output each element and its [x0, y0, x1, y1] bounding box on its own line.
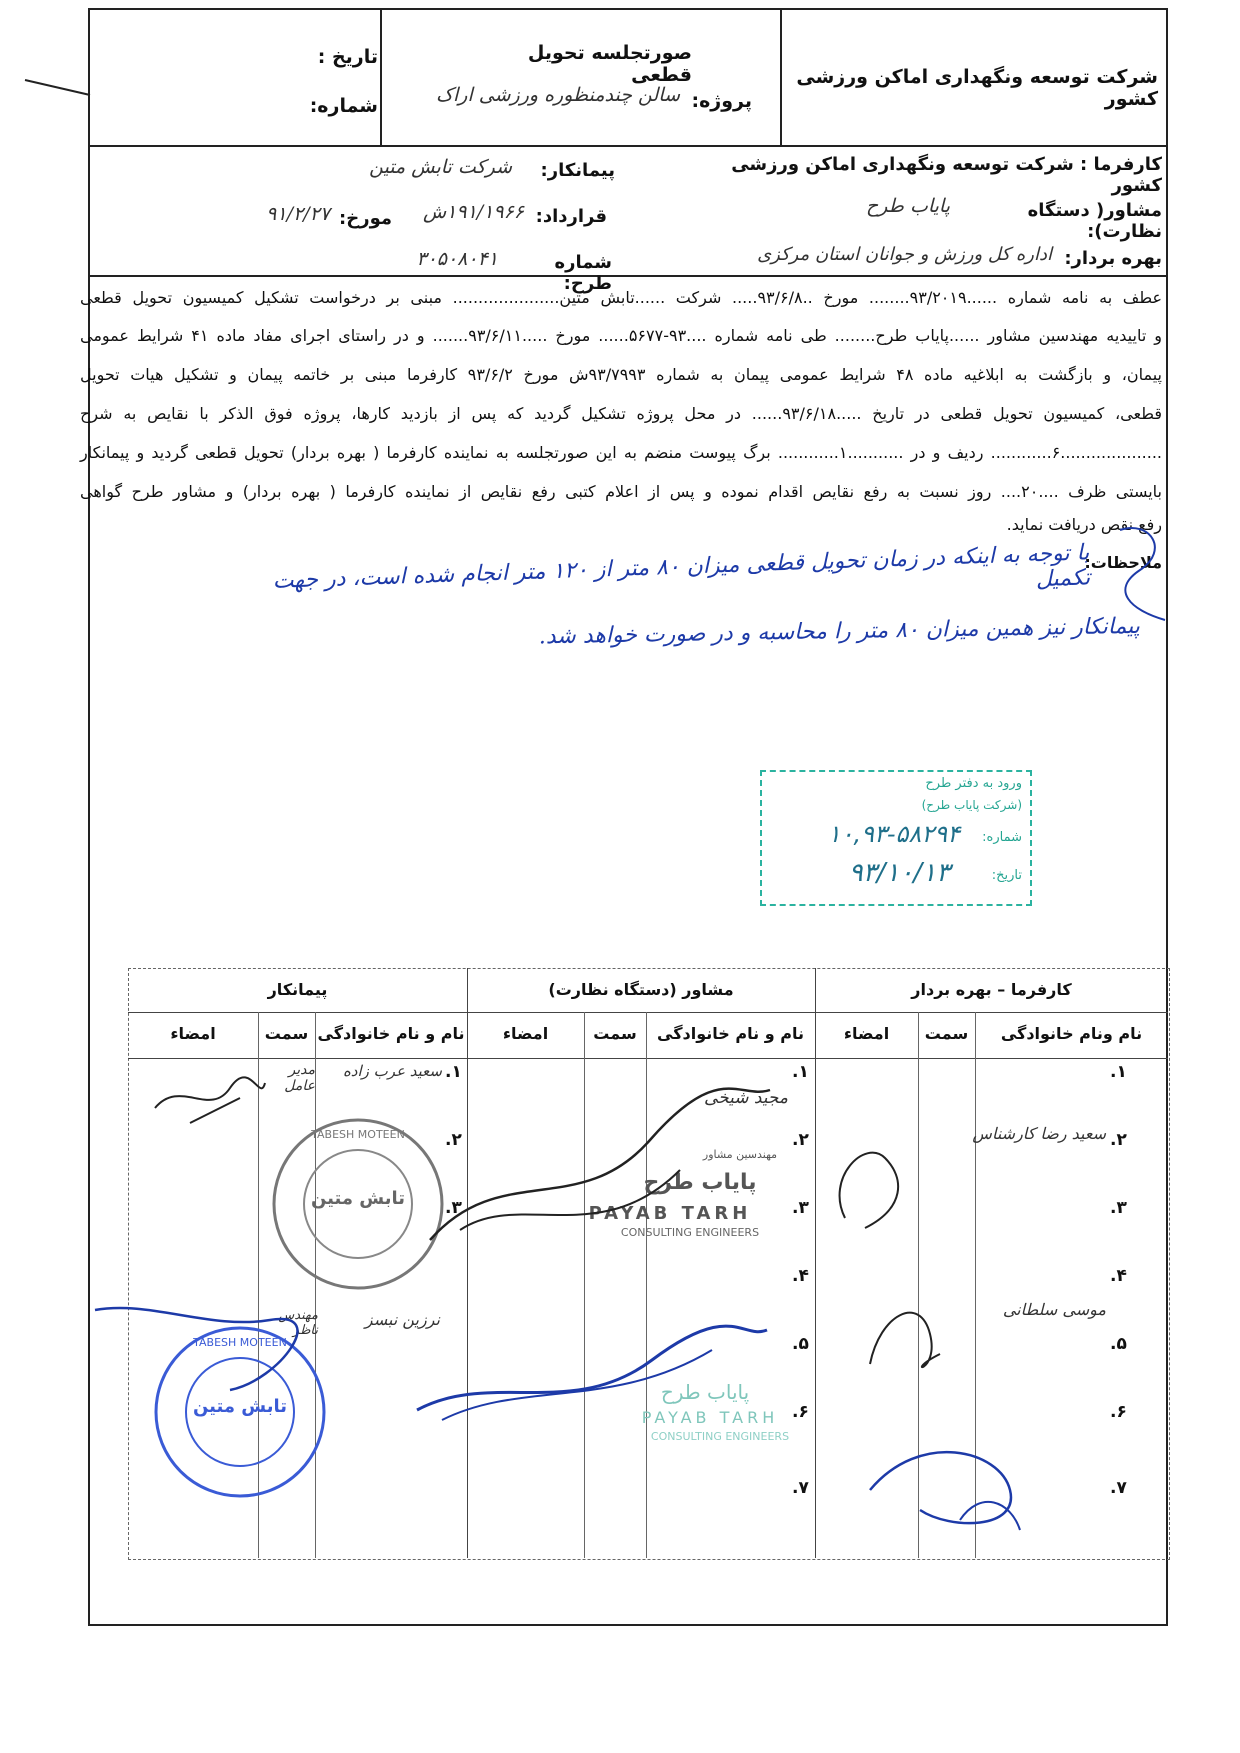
contract-date-value: ۹۱/۲/۲۷: [266, 203, 330, 225]
consultant-stamp-name-fa: پایاب طرح: [643, 1170, 757, 1195]
document-title: صورتجلسه تحویل قطعی: [527, 42, 692, 86]
consultant-row-number: ۱.: [792, 1062, 809, 1082]
consultant-row-number: ۷.: [792, 1478, 809, 1498]
project-label: پروژه:: [691, 90, 752, 112]
stamp-date-value: ۹۳/۱۰/۱۳: [848, 858, 950, 888]
contract-label: قرارداد:: [535, 206, 607, 227]
contract-date-label: مورخ:: [339, 208, 392, 229]
remarks-label: ملاحظات:: [1084, 553, 1162, 572]
col-head-sign-consultant: امضاء: [502, 1024, 549, 1043]
stamp-line-2: (شرکت پایاب طرح): [921, 798, 1022, 812]
consultant-row-number: ۳.: [792, 1198, 809, 1218]
stamp-number-value: ۱۰,۹۳-۵۸۲۹۴: [827, 820, 960, 848]
body-line-3: پیمان، و بازگشت به ابلاغیه ماده ۴۸ شرایط عمومی پیمان به شماره ۹۳/۷۹۹۳ش مورخ ۹۳/۶/۲ کارفرما مبنی بر خاتمه پیمان و تشکیل هیات تحویل: [80, 365, 1163, 384]
info-bottom-rule: [88, 275, 1168, 277]
contractor-seal-1-text: تابش متین: [310, 1188, 406, 1209]
col-head-sign-employer: امضاء: [843, 1024, 890, 1043]
employer-line: کارفرما : شرکت توسعه ونگهداری اماکن ورزشی کشور: [731, 154, 1162, 196]
contractor-signature-1: [150, 1068, 270, 1128]
col-head-name-contractor: نام و نام خانوادگی: [317, 1024, 465, 1043]
contractor-row-number: ۲.: [445, 1130, 462, 1150]
contractor-signature-2: [90, 1290, 290, 1400]
sig-colhead-rule: [128, 1058, 1168, 1059]
body-line-7: رفع نقص دریافت نماید.: [1006, 515, 1162, 534]
body-line-1: عطف به نامه شماره ......۹۳/۲۰۱۹........ مورخ ..۹۳/۶/۸..... شرکت ......تابش متین..................... مبنی بر درخواست تشکیل کمیسیون تحویل قطعی: [80, 288, 1163, 307]
remarks-handwriting-2: پیمانکار نیز همین میزان ۸۰ متر را محاسبه و در صورت خواهد شد.: [538, 613, 1141, 650]
contractor-seal-2-ring: TABESH MOTEEN: [193, 1336, 287, 1349]
project-value: سالن چندمنظوره ورزشی اراک: [436, 84, 680, 106]
contractor-extra-role: مهندس ناظر: [278, 1308, 318, 1338]
consultant-signature-1: [420, 1080, 780, 1260]
header-bottom-rule: [88, 145, 1168, 147]
contractor-seal-2-text: تابش متین: [192, 1396, 288, 1417]
employer-row-number: ۱.: [1110, 1062, 1127, 1082]
sig-group-consultant: مشاور (دستگاه نظارت): [548, 980, 734, 999]
contractor-seal-1-ring: TABESH MOTEEN: [311, 1128, 405, 1141]
remarks-margin-scribble: [1110, 520, 1180, 630]
body-line-2: و تاییدیه مهندسین مشاور ......پایاب طرح........ طی نامه شماره ....۹۳-۵۶۷۷...... مورخ .....۹۳/۶/۱۱....... و در راستای اجرای مفاد ماده ۴۱ شرایط عمومی: [80, 326, 1163, 345]
company-name: شرکت توسعه ونگهداری اماکن ورزشی کشور: [796, 66, 1158, 110]
date-label: تاریخ :: [317, 46, 378, 68]
stamp-line-1: ورود به دفتر طرح: [925, 776, 1022, 791]
employer-signature-2: [860, 1284, 950, 1374]
beneficiary-label: بهره بردار:: [1064, 248, 1162, 269]
consultant-stamp-name-en: PAYAB TARH: [588, 1203, 752, 1224]
consultant-name-1: مجید شیخی: [703, 1088, 788, 1108]
plan-number-value: ۳۰۵۰۸۰۴۱: [416, 248, 498, 270]
contractor-name-1: سعید عرب زاده: [342, 1062, 442, 1080]
body-line-6: بایستی ظرف ....۲۰.... روز نسبت به رفع نقایص اقدام نموده و پس از اعلام کتبی رفع نقایص از نماینده کارفرما ( بهره بردار) و مشاور طرح گواهی: [80, 482, 1162, 501]
consultant-label: مشاور( دستگاه نظارت):: [1027, 200, 1162, 242]
header-divider-left: [380, 8, 382, 145]
employer-row-number: ۷.: [1110, 1478, 1127, 1498]
employer-row-number: ۶.: [1110, 1402, 1127, 1422]
sig-group-employer: کارفرما – بهره بردار: [911, 980, 1072, 999]
beneficiary-value: اداره کل ورزش و جوانان استان مرکزی: [757, 244, 1052, 265]
sig-group-divider-2: [815, 968, 816, 1558]
employer-signature-3: [860, 1430, 1030, 1540]
employer-signature-1: [825, 1118, 915, 1238]
consultant-signature-2: [412, 1310, 772, 1430]
consultant-stamp-2-name-fa: پایاب طرح: [660, 1380, 750, 1404]
employer-name-2: سعید رضا کارشناس: [972, 1124, 1106, 1143]
contractor-row-number: ۳.: [445, 1198, 462, 1218]
stamp-date-label: تاریخ:: [991, 868, 1022, 883]
sig-group-contractor: پیمانکار: [267, 980, 328, 999]
body-line-5: ....................۶............ ردیف و در ...........۱............ برگ پیوست منضم به این صورتجلسه به نماینده کارفرما ( بهره بردار) تحویل قطعی گردید و پیمانکار: [80, 443, 1163, 462]
contractor-role-1: مدیر عامل: [284, 1062, 315, 1094]
employer-name-4: موسی سلطانی: [1002, 1300, 1106, 1319]
consultant-row-number: ۲.: [792, 1130, 809, 1150]
col-head-role-consultant: سمت: [593, 1024, 637, 1043]
consultant-stamp-sub: CONSULTING ENGINEERS: [620, 1226, 760, 1239]
remarks-handwriting-1: با توجه به اینکه در زمان تحویل قطعی میزان ۸۰ متر از ۱۲۰ متر انجام شده است، در جهت تکمیل: [272, 540, 1091, 594]
employer-row-number: ۵.: [1110, 1334, 1127, 1354]
consultant-row-number: ۴.: [792, 1266, 809, 1286]
contract-value: ۱۹۱/۱۹۶۶ش: [422, 201, 524, 223]
top-left-mark: [20, 40, 100, 100]
sig-header-rule: [128, 1012, 1168, 1013]
contractor-label: پیمانکار:: [540, 160, 615, 181]
employer-row-number: ۴.: [1110, 1266, 1127, 1286]
col-head-sign-contractor: امضاء: [170, 1024, 216, 1043]
col-head-name-employer: نام ونام خانوادگی: [1000, 1024, 1143, 1043]
contractor-extra-name: نرزین نبسز: [364, 1310, 440, 1329]
employer-row-number: ۲.: [1110, 1130, 1127, 1150]
employer-row-number: ۳.: [1110, 1198, 1127, 1218]
col-head-role-contractor: سمت: [264, 1024, 309, 1043]
consultant-stamp-2-name-en: PAYAB TARH: [641, 1408, 779, 1427]
number-label: شماره:: [309, 95, 378, 117]
plan-number-label: شماره طرح:: [554, 252, 612, 294]
col-head-role-employer: سمت: [924, 1024, 969, 1043]
stamp-number-label: شماره:: [982, 830, 1022, 845]
body-line-4: قطعی، کمیسیون تحویل قطعی در تاریخ .....۹۳/۶/۱۸...... در محل پروژه تشکیل گردید که پس از بازدید کارها، پروژه فوق الذکر با نقایص به شرح: [80, 404, 1162, 423]
consultant-row-number: ۶.: [792, 1402, 809, 1422]
consultant-row-number: ۵.: [792, 1334, 809, 1354]
consultant-value: پایاب طرح: [866, 195, 950, 217]
col-head-name-consultant: نام و نام خانوادگی: [657, 1024, 804, 1043]
receipt-stamp: [760, 770, 1032, 906]
contractor-value: شرکت تابش متین: [369, 156, 512, 178]
consultant-stamp-small: مهندسین مشاور: [702, 1148, 778, 1161]
contractor-row-number: ۱.: [445, 1062, 462, 1082]
sig-group-divider-1: [467, 968, 468, 1558]
consultant-stamp-2-sub: CONSULTING ENGINEERS: [650, 1430, 790, 1443]
